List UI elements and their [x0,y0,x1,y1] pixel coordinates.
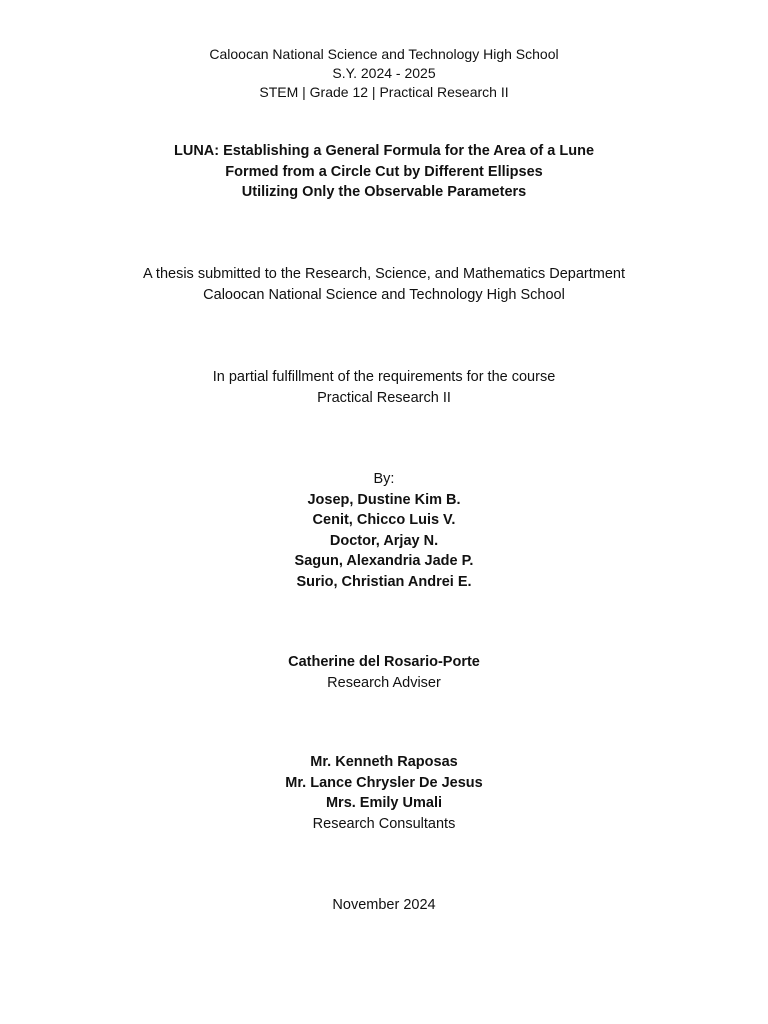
adviser-name: Catherine del Rosario-Porte [288,654,480,670]
consultant-name: Mr. Kenneth Raposas [310,754,458,770]
submission-line-2: Caloocan National Science and Technology High School [203,286,565,303]
submission-statement [0,264,768,305]
author-name: Sagun, Alexandria Jade P. [294,553,474,569]
school-name: Caloocan National Science and Technology High School [209,46,559,62]
consultants-role: Research Consultants [312,815,456,832]
author-name: Cenit, Chicco Luis V. [312,512,456,528]
fulfillment-line-1: In partial fulfillment of the requirements for the course [212,369,556,385]
consultants-section [0,752,768,834]
author-name: Josep, Dustine Kim B. [307,491,461,508]
adviser-section [0,652,768,693]
submission-line-1: A thesis submitted to the Research, Science, and Mathematics Department [143,266,625,282]
fulfillment-line-2: Practical Research II [317,389,451,406]
fulfillment-statement [0,367,768,408]
title-line-3: Utilizing Only the Observable Parameters [241,184,527,200]
title-line-2: Formed from a Circle Cut by Different Ellipses [225,163,543,180]
date-text: November 2024 [332,897,436,913]
author-name: Surio, Christian Andrei E. [296,573,472,590]
consultant-name: Mrs. Emily Umali [325,795,443,811]
adviser-role: Research Adviser [327,674,441,691]
consultant-name: Mr. Lance Chrysler De Jesus [285,774,483,791]
school-header [0,45,768,102]
submission-date [0,895,768,916]
title-line-1: LUNA: Establishing a General Formula for the Area of a Lune [173,143,595,159]
authors-label: By: [373,471,395,487]
thesis-title [0,141,768,203]
strand-grade-course: STEM | Grade 12 | Practical Research II [259,84,509,100]
author-name: Doctor, Arjay N. [329,532,439,549]
authors-section [0,469,768,592]
school-year: S.Y. 2024 - 2025 [332,65,436,81]
